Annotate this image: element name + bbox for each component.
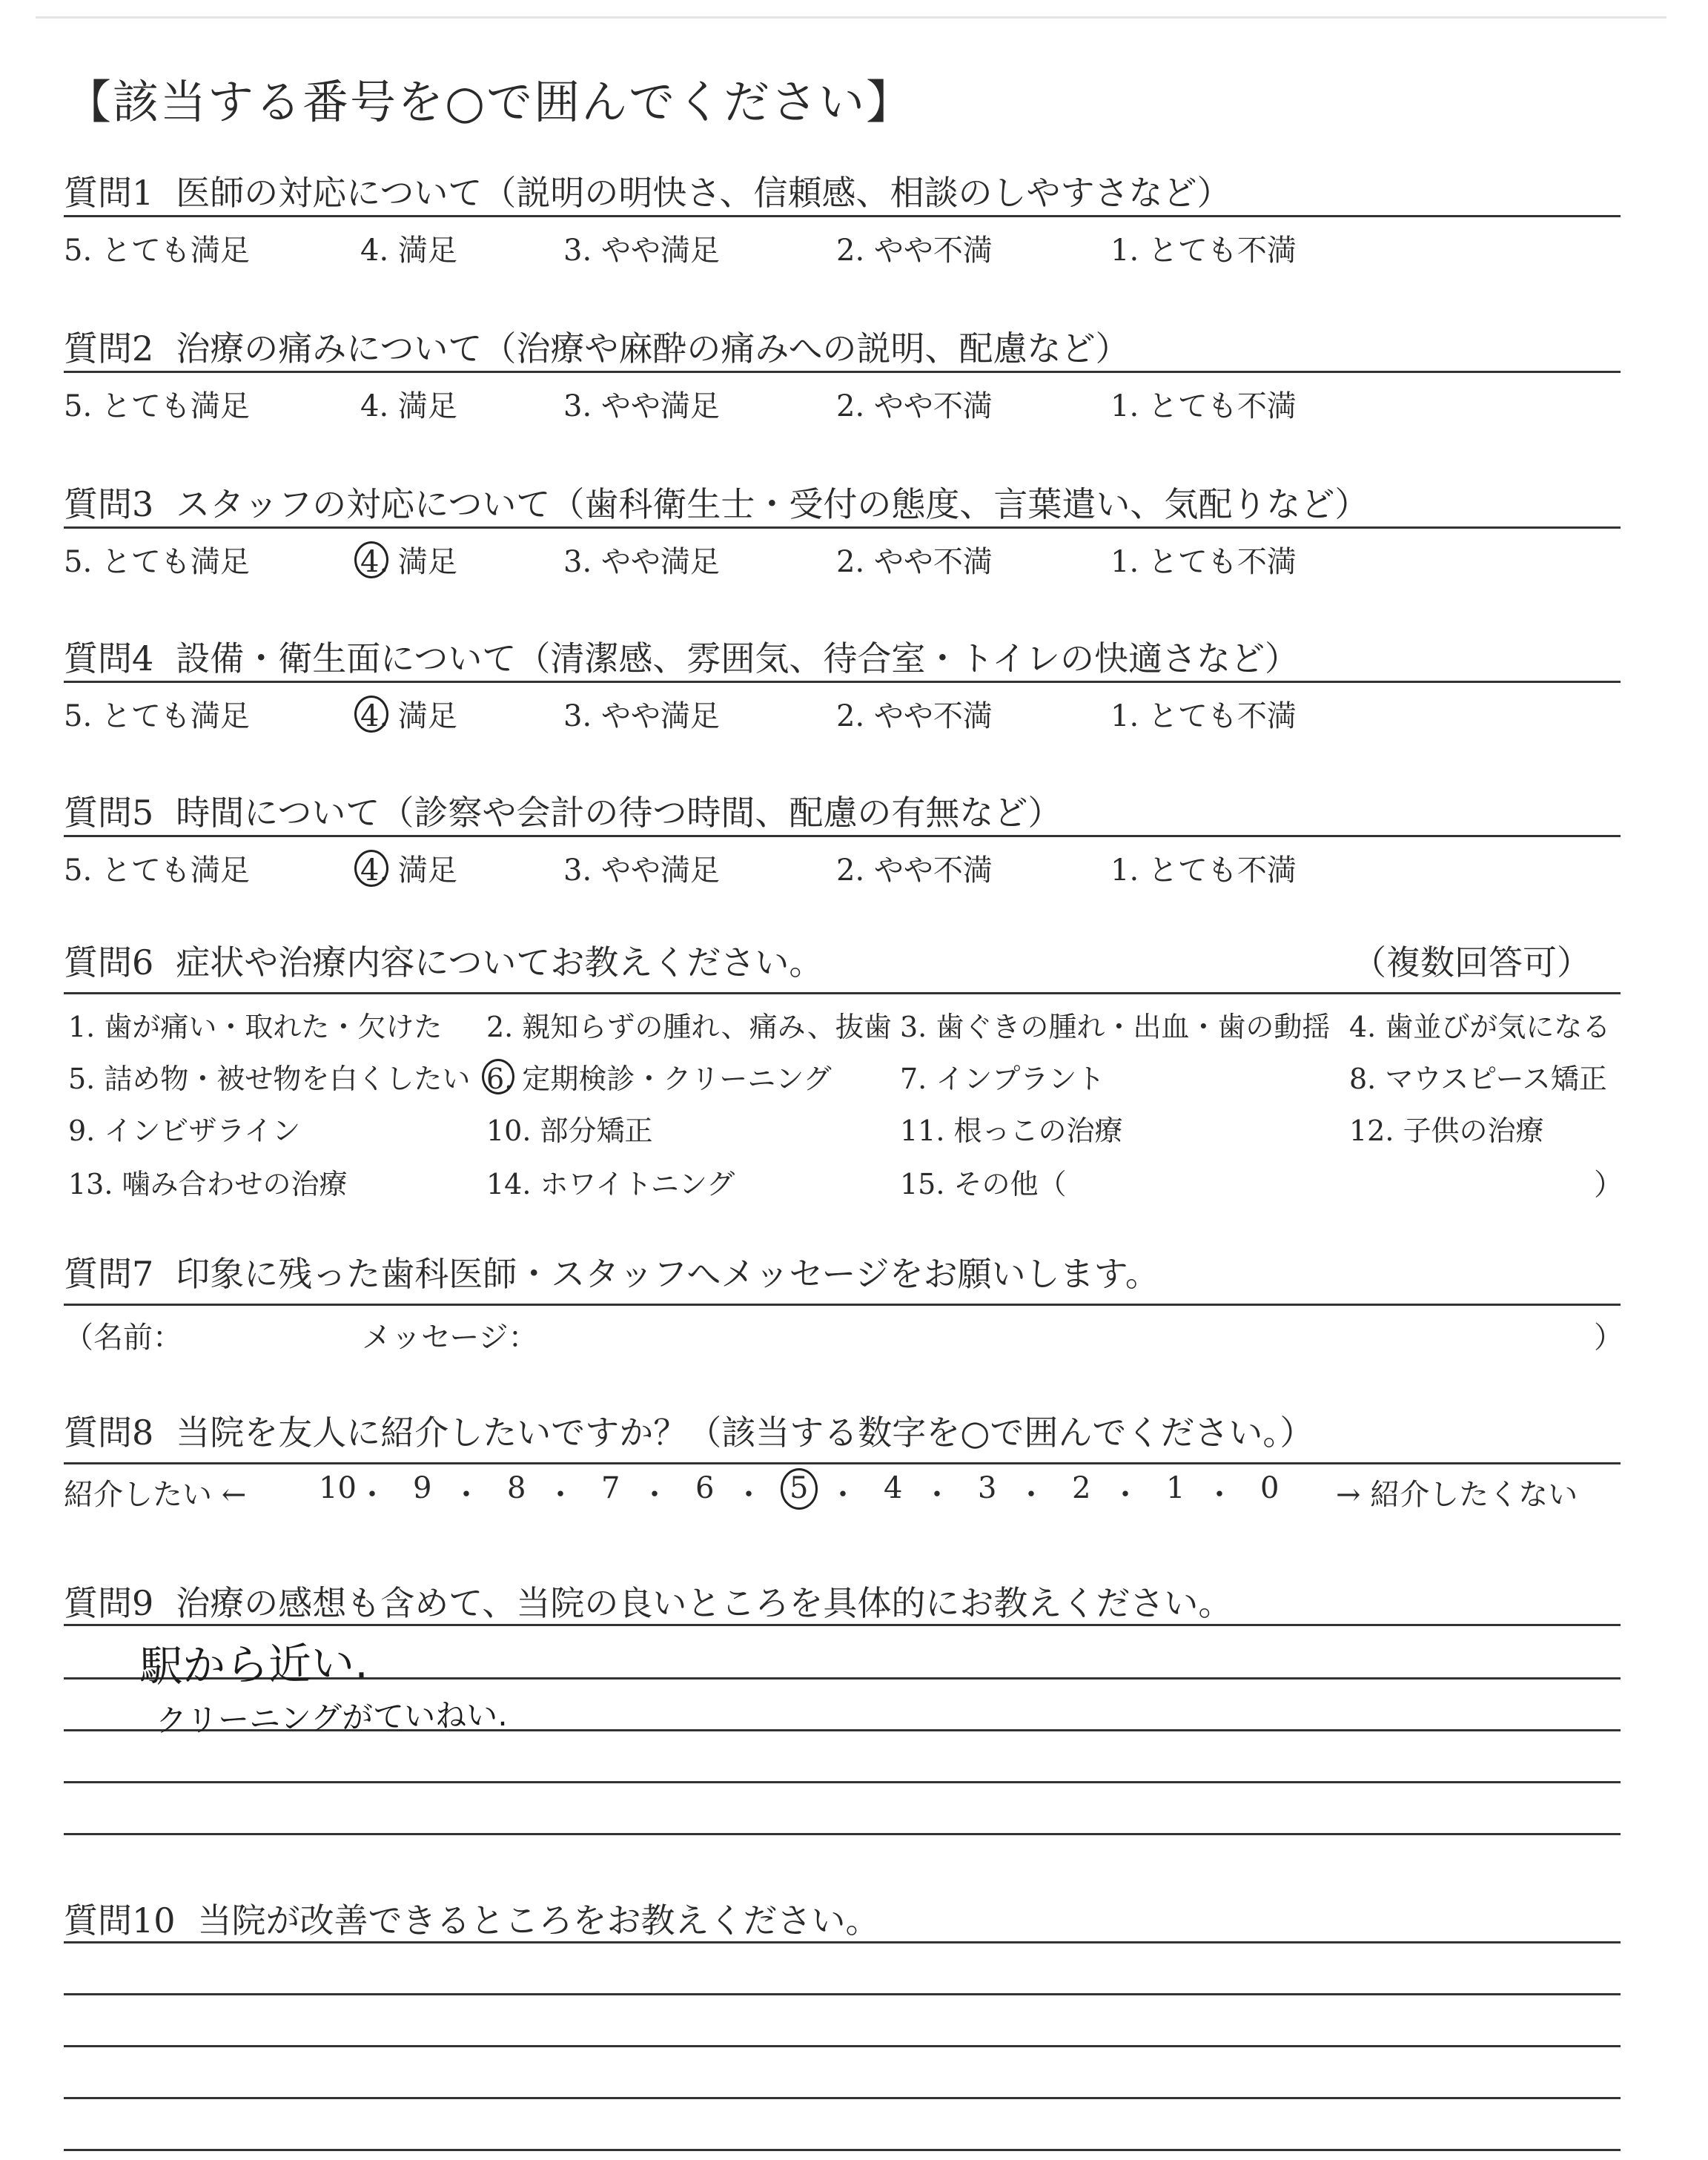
symptom-option[interactable]: 9. インビザライン [68, 1114, 301, 1147]
handwritten-answer-2[interactable]: クリーニングがていねい. [155, 1696, 508, 1740]
answer-line [64, 1941, 1621, 1943]
scale-separator: ・ [1110, 1478, 1140, 1512]
scale-separator: ・ [922, 1478, 952, 1512]
question-number: 質問1 [64, 173, 154, 213]
answer-line [64, 1781, 1621, 1783]
question-number: 質問3 [64, 484, 154, 524]
selected-circle-mark [354, 850, 388, 887]
scale-right-label: → 紹介したくない [1336, 1478, 1578, 1512]
name-field-label[interactable]: （名前： [64, 1321, 182, 1355]
symptom-option[interactable]: 12. 子供の治療 [1349, 1114, 1544, 1147]
scale-separator: ・ [734, 1478, 764, 1512]
scale-separator: ・ [546, 1478, 575, 1512]
scale-value[interactable]: 6 [695, 1471, 715, 1505]
question-text: 治療の感想も含めて、当院の良いところを具体的にお教えください。 [176, 1583, 1233, 1623]
symptom-option[interactable]: 15. その他（ [900, 1168, 1067, 1200]
question-number: 質問2 [64, 328, 154, 369]
scale-value[interactable]: 7 [601, 1471, 620, 1505]
message-field-label[interactable]: メッセージ： [362, 1321, 538, 1355]
form-header: 【該当する番号を○で囲んでください】 [65, 75, 914, 129]
rating-option[interactable]: 3. やや満足 [563, 853, 720, 888]
selected-circle-mark [781, 1468, 818, 1510]
symptom-option[interactable]: 8. マウスピース矯正 [1349, 1063, 1607, 1095]
question-rule [64, 526, 1621, 529]
scale-separator: ・ [1205, 1478, 1234, 1512]
answer-line [64, 1624, 1621, 1626]
multiple-answers-note: （複数回答可） [1352, 942, 1591, 982]
question-rule [64, 992, 1621, 994]
question-text: 時間について（診察や会計の待つ時間、配慮の有無など） [176, 793, 1062, 833]
rating-option[interactable]: 5. とても満足 [64, 389, 250, 423]
rating-option[interactable]: 3. やや満足 [563, 699, 720, 733]
scale-value[interactable]: 3 [978, 1471, 997, 1505]
selected-circle-mark [354, 541, 388, 578]
question-number: 質問9 [64, 1583, 154, 1623]
rating-option[interactable]: 5. とても満足 [64, 699, 250, 733]
rating-option[interactable]: 3. やや満足 [563, 389, 720, 423]
question-number: 質問8 [64, 1413, 154, 1453]
rating-option[interactable]: 3. やや満足 [563, 545, 720, 579]
scale-value[interactable]: 0 [1260, 1471, 1280, 1505]
scale-value[interactable]: 10 [319, 1471, 357, 1505]
selected-circle-mark [354, 696, 388, 733]
question-rule [64, 1304, 1621, 1306]
question-rule [64, 681, 1621, 683]
question-text: 印象に残った歯科医師・スタッフへメッセージをお願いします。 [176, 1254, 1159, 1294]
rating-option[interactable]: 5. とても満足 [64, 545, 250, 579]
question-text: 症状や治療内容についてお教えください。 [176, 942, 824, 982]
selected-circle-mark [482, 1059, 514, 1094]
rating-option[interactable]: 2. やや不満 [836, 545, 993, 579]
question-rule [64, 371, 1621, 373]
question-rule [64, 835, 1621, 837]
rating-option[interactable]: 5. とても満足 [64, 853, 250, 888]
handwritten-answer-1[interactable]: 駅から近い. [139, 1637, 369, 1692]
scale-value[interactable]: 4 [884, 1471, 903, 1505]
scale-value[interactable]: 8 [507, 1471, 526, 1505]
answer-line [64, 2097, 1621, 2099]
question-text: 治療の痛みについて（治療や麻酔の痛みへの説明、配慮など） [176, 328, 1130, 369]
scale-separator: ・ [357, 1478, 387, 1512]
symptom-option[interactable]: 14. ホワイトニング [486, 1168, 735, 1200]
scale-separator: ・ [451, 1478, 481, 1512]
rating-option[interactable]: 2. やや不満 [836, 389, 993, 423]
scale-value[interactable]: 9 [413, 1471, 432, 1505]
question-number: 質問4 [64, 638, 154, 678]
rating-option[interactable]: 4. 満足 [360, 699, 457, 733]
rating-option[interactable]: 2. やや不満 [836, 234, 993, 268]
rating-option[interactable]: 4. 満足 [360, 234, 457, 268]
symptom-option[interactable]: 11. 根っこの治療 [900, 1114, 1123, 1147]
symptom-option[interactable]: 7. インプラント [900, 1063, 1105, 1095]
scale-left-label: 紹介したい ← [64, 1478, 247, 1512]
scale-value[interactable]: 2 [1072, 1471, 1091, 1505]
symptom-option[interactable]: 1. 歯が痛い・取れた・欠けた [68, 1011, 443, 1043]
answer-line [64, 2045, 1621, 2047]
scale-value[interactable]: 1 [1166, 1471, 1185, 1505]
rating-option[interactable]: 1. とても不満 [1110, 699, 1297, 733]
symptom-option[interactable]: 3. 歯ぐきの腫れ・出血・歯の動揺 [900, 1011, 1331, 1043]
rating-option[interactable]: 1. とても不満 [1110, 389, 1297, 423]
scale-separator: ・ [828, 1478, 858, 1512]
question-text: 医師の対応について（説明の明快さ、信頼感、相談のしやすさなど） [176, 173, 1231, 213]
question-text: 当院を友人に紹介したいですか？（該当する数字を○で囲んでください。） [176, 1413, 1314, 1453]
symptom-option[interactable]: 5. 詰め物・被せ物を白くしたい [68, 1063, 471, 1095]
other-close-paren: ） [1594, 1168, 1623, 1202]
referral-scale [64, 1471, 1621, 1516]
answer-line [64, 1833, 1621, 1835]
answer-line [64, 2149, 1621, 2151]
symptom-option[interactable]: 4. 歯並びが気になる [1349, 1011, 1611, 1043]
question-number: 質問10 [64, 1900, 176, 1941]
top-border [36, 16, 1666, 19]
question-text: 当院が改善できるところをお教えください。 [197, 1900, 880, 1941]
symptom-option[interactable]: 13. 噛み合わせの治療 [68, 1168, 348, 1200]
rating-option[interactable]: 1. とても不満 [1110, 234, 1297, 268]
scale-separator: ・ [640, 1478, 669, 1512]
rating-option[interactable]: 4. 満足 [360, 853, 457, 888]
question-rule [64, 215, 1621, 217]
rating-option[interactable]: 2. やや不満 [836, 699, 993, 733]
symptom-option[interactable]: 2. 親知らずの腫れ、痛み、抜歯 [486, 1011, 892, 1043]
rating-option[interactable]: 4. 満足 [360, 545, 457, 579]
message-close-paren: ） [1594, 1321, 1623, 1355]
scale-separator: ・ [1016, 1478, 1046, 1512]
rating-option[interactable]: 3. やや満足 [563, 234, 720, 268]
rating-option[interactable]: 1. とても不満 [1110, 545, 1297, 579]
question-text: 設備・衛生面について（清潔感、雰囲気、待合室・トイレの快適さなど） [176, 638, 1300, 678]
rating-option[interactable]: 5. とても満足 [64, 234, 250, 268]
question-number: 質問5 [64, 793, 154, 833]
question-rule [64, 1462, 1621, 1464]
rating-option[interactable]: 2. やや不満 [836, 853, 993, 888]
question-number: 質問6 [64, 942, 154, 982]
symptom-option[interactable]: 10. 部分矯正 [486, 1114, 653, 1147]
answer-line [64, 1993, 1621, 1995]
question-text: スタッフの対応について（歯科衛生士・受付の態度、言葉遣い、気配りなど） [176, 484, 1369, 524]
rating-option[interactable]: 1. とても不満 [1110, 853, 1297, 888]
scale-value[interactable]: 5 [790, 1471, 809, 1505]
symptom-option[interactable]: 6. 定期検診・クリーニング [486, 1063, 832, 1095]
rating-option[interactable]: 4. 満足 [360, 389, 457, 423]
question-number: 質問7 [64, 1254, 154, 1294]
